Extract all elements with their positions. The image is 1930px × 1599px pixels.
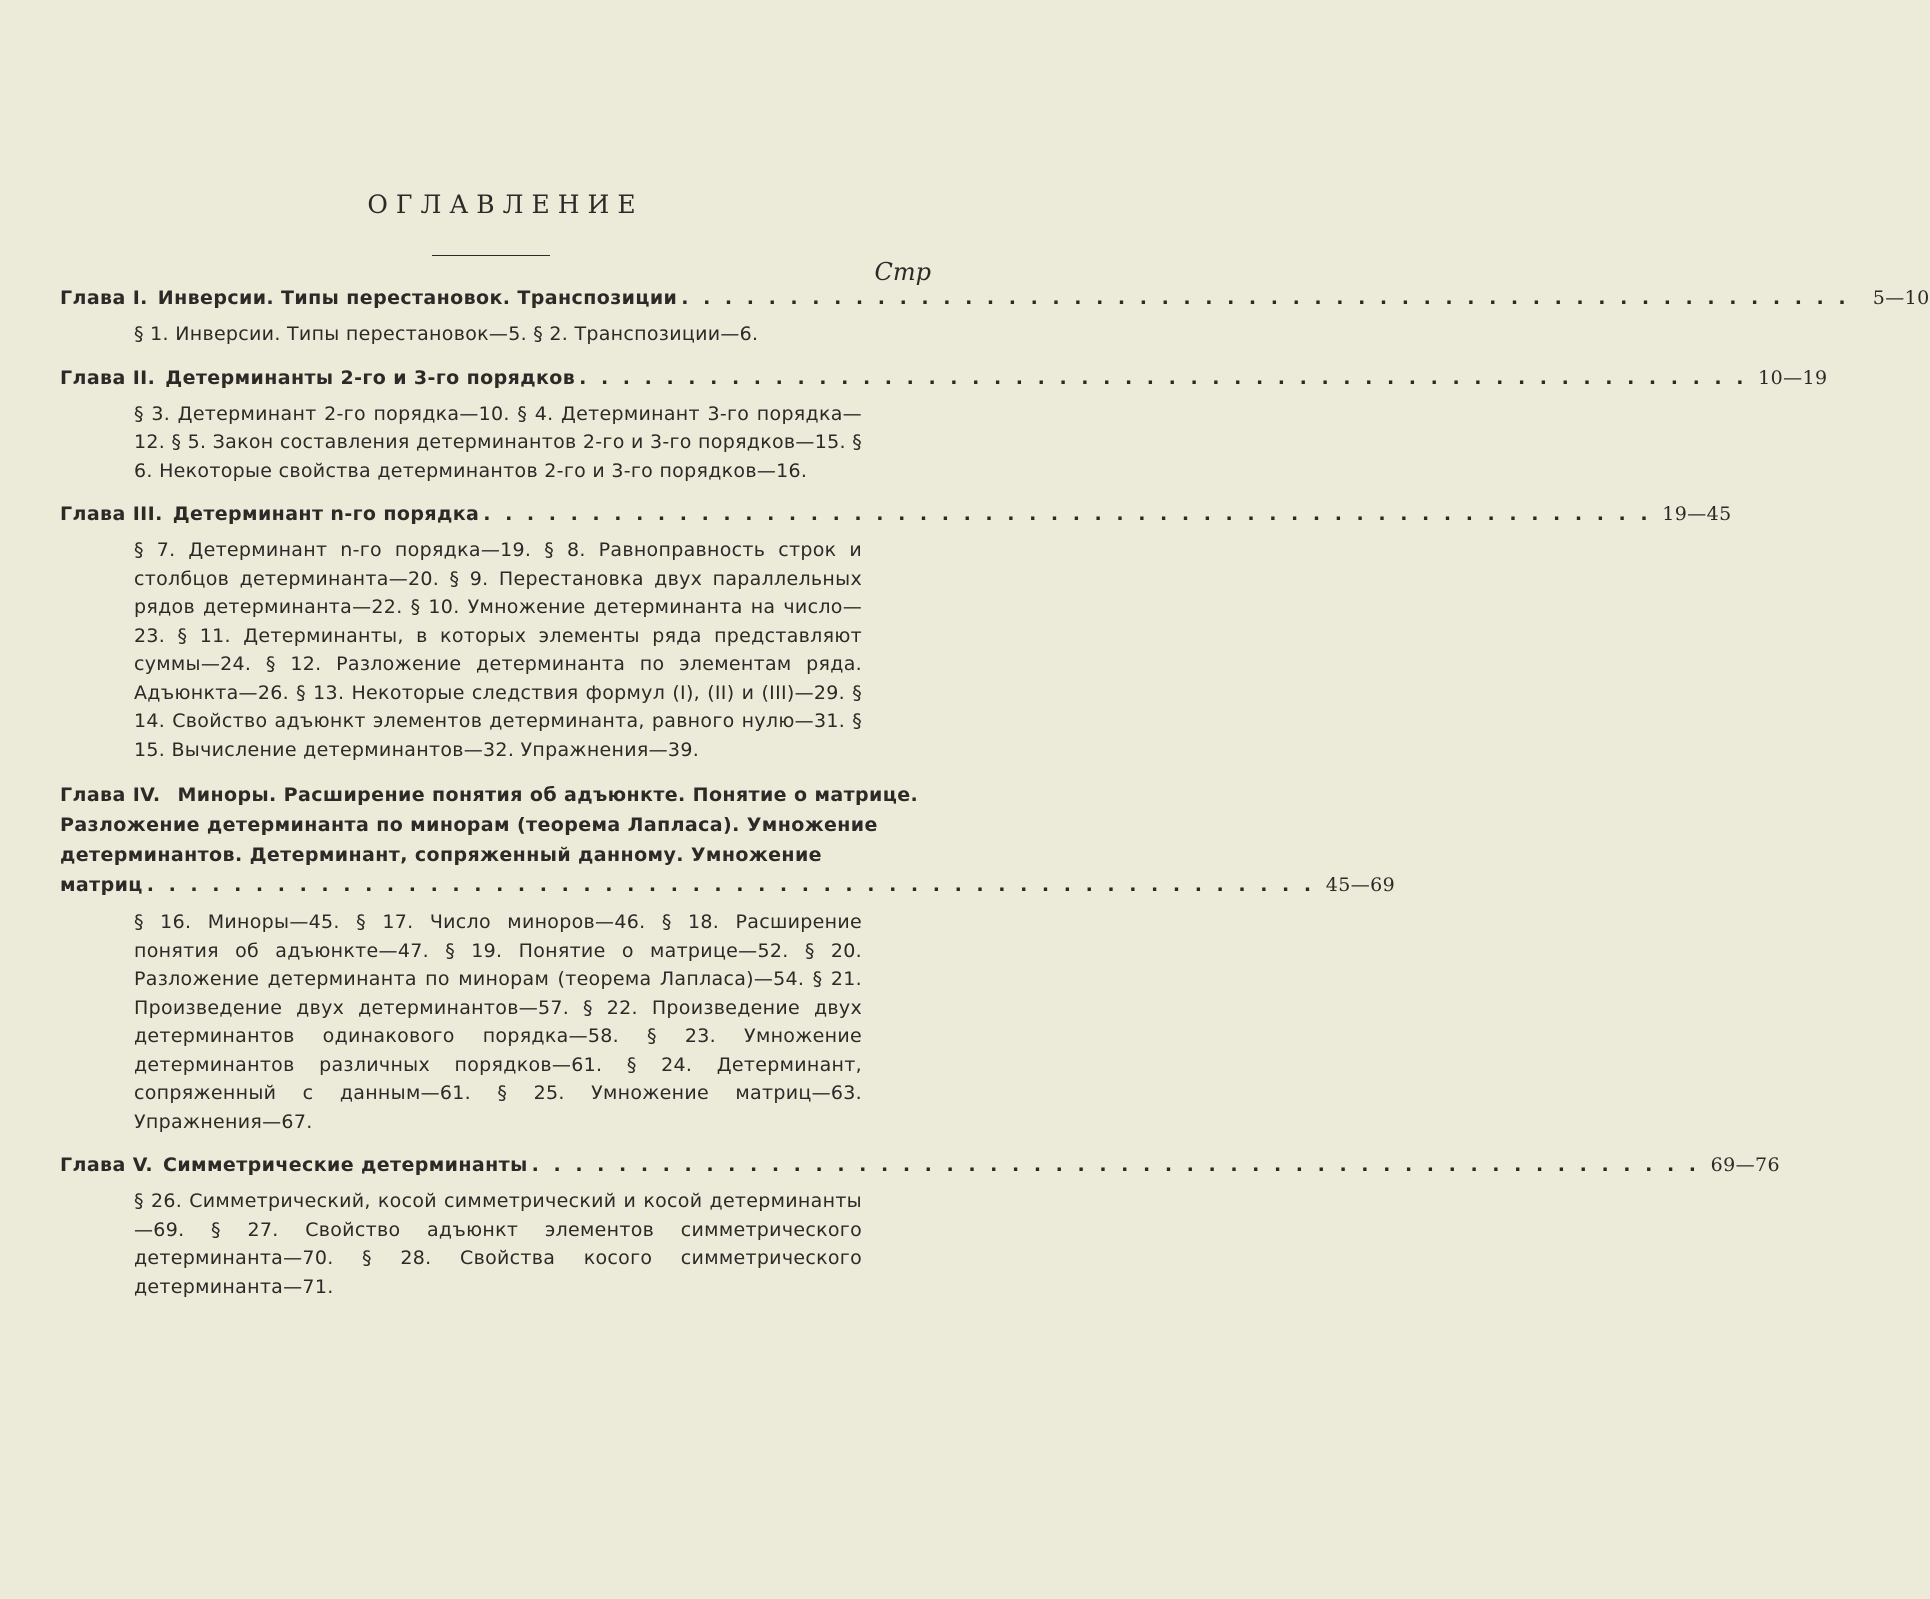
chapter-label: Глава IV.	[60, 784, 161, 806]
chapter-pages: 10—19	[1758, 366, 1828, 389]
chapter-sections: § 1. Инверсии. Типы перестановок—5. § 2. Транспозиции—6.	[134, 323, 759, 345]
chapter-label: Глава II.	[60, 366, 156, 389]
chapter-heading	[60, 1152, 1781, 1179]
toc-chapter-1	[60, 285, 1930, 349]
chapter-heading-last-line	[60, 870, 1396, 900]
chapter-title-end: матриц	[60, 874, 143, 896]
toc-chapter-4	[60, 780, 1396, 1136]
chapter-heading	[60, 501, 1732, 528]
chapter-title: Детерминант n-го порядка	[172, 503, 480, 525]
toc-chapter-5	[60, 1152, 1781, 1301]
chapter-sections: § 3. Детерминант 2-го порядка—10. § 4. Детерминант 3-го порядка—12. § 5. Закон составления детерминантов 2-го и 3-го порядков—15. § 6. Некоторые свойства детерминантов 2-го и 3-го порядков—16.	[134, 402, 862, 482]
toc-list	[60, 285, 1930, 1317]
chapter-title: Инверсии. Типы перестановок. Транспозиции	[157, 287, 678, 309]
chapter-pages: 19—45	[1662, 503, 1732, 525]
dot-leader: . . . . . . . . . . . . . . . . . . . . . . . . . . . . . . . . . . . . . . . . . . . . . . . . . . . . . .	[531, 1154, 1701, 1176]
chapter-pages: 45—69	[1325, 874, 1396, 896]
chapter-sections: § 26. Симметрический, косой симметрический и косой детерминанты—69. § 27. Свойство адъюнкт элементов симметрического детерминанта—70. § 28. Свойства косого симметрического детерминанта—71.	[134, 1190, 862, 1298]
toc-chapter-2	[60, 365, 1828, 486]
chapter-pages: 5—10	[1872, 287, 1930, 309]
title-rule	[432, 255, 550, 256]
chapter-sections: § 16. Миноры—45. § 17. Число миноров—46. § 18. Расширение понятия об адъюнкте—47. § 19. Понятие о матрице—52. § 20. Разложение детерминанта по минорам (теорема Лапласа)—54. § 21. Произведение двух детерминантов—57. § 22. Произведение двух детерминантов одинакового порядка—58. § 23. Умножение детерминантов различных порядков—61. § 24. Детерминант, сопряженный с данным—61. § 25. Умножение матриц—63. Упражнения—67.	[134, 911, 862, 1133]
chapter-heading	[60, 365, 1828, 392]
chapter-label: Глава III.	[60, 503, 163, 525]
page-title: ОГЛАВЛЕНИЕ	[367, 190, 644, 219]
chapter-pages: 69—76	[1710, 1154, 1781, 1176]
dot-leader: . . . . . . . . . . . . . . . . . . . . . . . . . . . . . . . . . . . . . . . . . . . . . . . . . . . . . .	[146, 874, 1316, 896]
page-column-header: Стр	[874, 258, 931, 286]
chapter-sections: § 7. Детерминант n-го порядка—19. § 8. Равноправность строк и столбцов детерминанта—20. § 9. Перестановка двух параллельных рядов детерминанта—22. § 10. Умножение детерминанта на число—23. § 11. Детерминанты, в которых элементы ряда представляют суммы—24. § 12. Разложение детерминанта по элементам ряда. Адъюнкта—26. § 13. Некоторые следствия формул (I), (II) и (III)—29. § 14. Свойство адъюнкт элементов детерминанта, равного нулю—31. § 15. Вычисление детерминантов—32. Упражнения—39.	[134, 539, 862, 761]
dot-leader: . . . . . . . . . . . . . . . . . . . . . . . . . . . . . . . . . . . . . . . . . . . . . . . . . . . . . .	[681, 287, 1850, 309]
dot-leader: . . . . . . . . . . . . . . . . . . . . . . . . . . . . . . . . . . . . . . . . . . . . . . . . . . . . . .	[483, 503, 1652, 525]
chapter-heading	[60, 285, 1930, 312]
dot-leader: . . . . . . . . . . . . . . . . . . . . . . . . . . . . . . . . . . . . . . . . . . . . . . . . . . . . . .	[579, 366, 1748, 389]
chapter-title: Миноры. Расширение понятия об адъюнкте. Понятие о матрице. Разложение детерминанта по минорам (теорема Лапласа). Умножение детерминантов. Детерминант, сопряженный данному. Умножение	[60, 784, 919, 866]
toc-chapter-3	[60, 501, 1732, 764]
chapter-title: Детерминанты 2-го и 3-го порядков	[165, 366, 576, 389]
chapter-label: Глава I.	[60, 287, 148, 309]
chapter-title: Симметрические детерминанты	[162, 1154, 528, 1176]
chapter-heading	[60, 780, 1396, 900]
chapter-label: Глава V.	[60, 1154, 153, 1176]
